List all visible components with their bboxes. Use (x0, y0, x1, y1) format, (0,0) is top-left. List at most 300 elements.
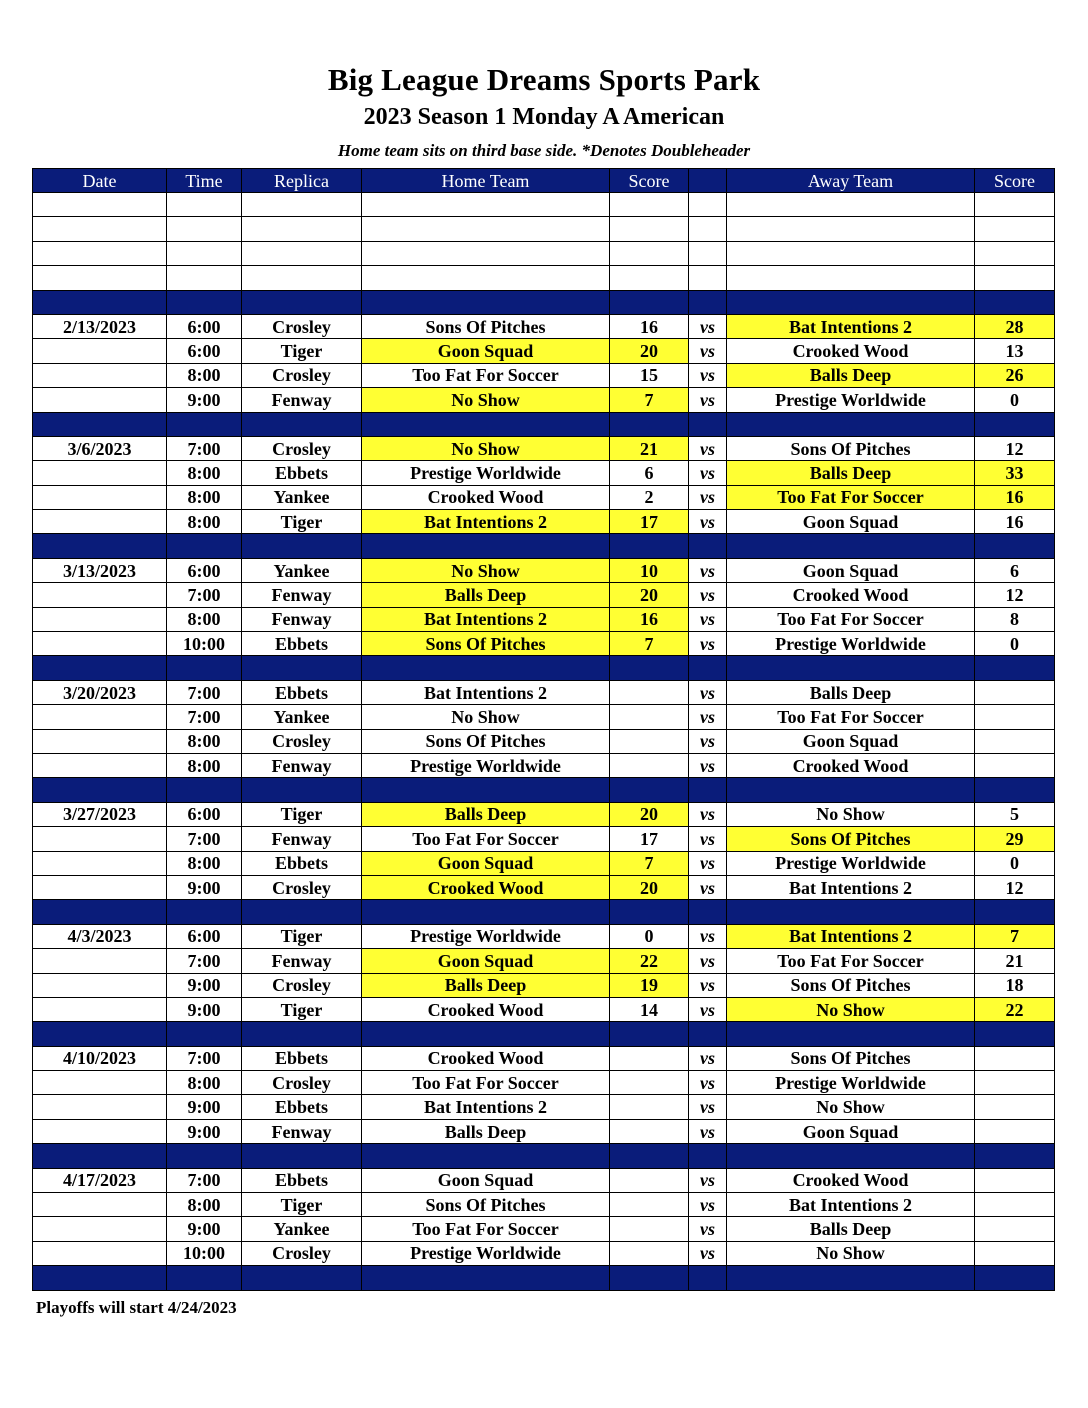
away-score-cell: 16 (975, 510, 1055, 534)
empty-cell (975, 217, 1055, 241)
away-team-cell: Prestige Worldwide (727, 1071, 975, 1095)
schedule-table (32, 168, 1055, 1291)
home-team-cell: Sons Of Pitches (362, 632, 610, 656)
time-cell: 8:00 (167, 363, 242, 387)
away-team-cell: Goon Squad (727, 1119, 975, 1143)
away-team-cell: Sons Of Pitches (727, 436, 975, 460)
home-score-cell: 10 (610, 558, 689, 582)
time-cell: 7:00 (167, 436, 242, 460)
empty-cell (975, 412, 1055, 436)
vs-cell: vs (689, 851, 727, 875)
vs-cell: vs (689, 436, 727, 460)
game-row (33, 510, 1055, 534)
empty-cell (167, 534, 242, 558)
empty-cell (33, 290, 167, 314)
empty-cell (689, 534, 727, 558)
time-cell: 7:00 (167, 705, 242, 729)
date-cell: 4/10/2023 (33, 1046, 167, 1070)
empty-cell (727, 266, 975, 290)
empty-cell (727, 412, 975, 436)
home-team-cell: Crooked Wood (362, 875, 610, 899)
away-score-cell: 0 (975, 632, 1055, 656)
empty-cell (610, 900, 689, 924)
date-cell (33, 583, 167, 607)
home-team-cell: Goon Squad (362, 851, 610, 875)
replica-cell: Yankee (242, 558, 362, 582)
home-score-cell: 16 (610, 607, 689, 631)
game-row (33, 851, 1055, 875)
empty-cell (167, 900, 242, 924)
empty-cell (610, 290, 689, 314)
vs-cell: vs (689, 924, 727, 948)
away-score-cell (975, 1217, 1055, 1241)
empty-cell (689, 778, 727, 802)
time-cell: 8:00 (167, 485, 242, 509)
empty-cell (689, 412, 727, 436)
home-team-cell: Prestige Worldwide (362, 924, 610, 948)
empty-cell (33, 241, 167, 265)
home-score-cell (610, 1046, 689, 1070)
time-cell: 8:00 (167, 461, 242, 485)
game-row (33, 485, 1055, 509)
home-team-cell: Balls Deep (362, 583, 610, 607)
home-team-cell: Too Fat For Soccer (362, 1071, 610, 1095)
empty-cell (242, 1022, 362, 1046)
date-cell (33, 1241, 167, 1265)
week-separator (33, 1266, 1055, 1290)
away-team-cell: Balls Deep (727, 680, 975, 704)
vs-cell: vs (689, 632, 727, 656)
vs-cell: vs (689, 339, 727, 363)
date-cell (33, 339, 167, 363)
empty-cell (975, 266, 1055, 290)
away-score-cell (975, 705, 1055, 729)
away-score-cell: 28 (975, 314, 1055, 338)
empty-cell (610, 778, 689, 802)
empty-cell (242, 900, 362, 924)
vs-cell: vs (689, 485, 727, 509)
date-cell (33, 1193, 167, 1217)
time-cell: 6:00 (167, 802, 242, 826)
away-team-cell: Crooked Wood (727, 753, 975, 777)
home-score-cell (610, 729, 689, 753)
empty-cell (727, 217, 975, 241)
vs-cell: vs (689, 973, 727, 997)
away-team-cell: Bat Intentions 2 (727, 314, 975, 338)
game-row (33, 1095, 1055, 1119)
game-row (33, 949, 1055, 973)
empty-cell (362, 217, 610, 241)
away-score-cell: 21 (975, 949, 1055, 973)
away-score-cell (975, 729, 1055, 753)
away-team-cell: Bat Intentions 2 (727, 875, 975, 899)
empty-cell (242, 266, 362, 290)
empty-cell (610, 266, 689, 290)
time-cell: 7:00 (167, 583, 242, 607)
home-score-cell (610, 753, 689, 777)
empty-cell (242, 656, 362, 680)
away-score-cell (975, 1095, 1055, 1119)
empty-cell (242, 1144, 362, 1168)
empty-cell (167, 290, 242, 314)
date-cell (33, 729, 167, 753)
game-row (33, 729, 1055, 753)
empty-cell (362, 1144, 610, 1168)
empty-cell (610, 1144, 689, 1168)
away-score-cell: 33 (975, 461, 1055, 485)
home-team-cell: Sons Of Pitches (362, 1193, 610, 1217)
game-row (33, 875, 1055, 899)
replica-cell: Fenway (242, 607, 362, 631)
home-team-cell: Balls Deep (362, 973, 610, 997)
home-team-cell: Crooked Wood (362, 485, 610, 509)
vs-cell: vs (689, 1241, 727, 1265)
date-cell (33, 510, 167, 534)
empty-cell (610, 1266, 689, 1290)
empty-cell (242, 412, 362, 436)
replica-cell: Ebbets (242, 851, 362, 875)
vs-cell: vs (689, 461, 727, 485)
away-team-cell: Balls Deep (727, 363, 975, 387)
replica-cell: Ebbets (242, 680, 362, 704)
home-team-cell: No Show (362, 388, 610, 412)
away-team-cell: Goon Squad (727, 558, 975, 582)
empty-cell (727, 241, 975, 265)
empty-cell (167, 241, 242, 265)
date-cell (33, 388, 167, 412)
home-score-cell: 22 (610, 949, 689, 973)
home-score-cell: 7 (610, 851, 689, 875)
date-cell (33, 973, 167, 997)
away-team-cell: Sons Of Pitches (727, 1046, 975, 1070)
game-row (33, 1119, 1055, 1143)
away-score-cell: 8 (975, 607, 1055, 631)
week-separator (33, 1144, 1055, 1168)
empty-cell (689, 656, 727, 680)
week-separator (33, 290, 1055, 314)
empty-cell (362, 778, 610, 802)
date-cell (33, 827, 167, 851)
date-cell (33, 607, 167, 631)
empty-cell (362, 900, 610, 924)
empty-cell (689, 217, 727, 241)
home-team-cell: Prestige Worldwide (362, 1241, 610, 1265)
home-team-cell: Bat Intentions 2 (362, 510, 610, 534)
replica-cell: Fenway (242, 1119, 362, 1143)
game-row (33, 1193, 1055, 1217)
replica-cell: Crosley (242, 436, 362, 460)
away-score-cell: 5 (975, 802, 1055, 826)
away-score-cell (975, 1241, 1055, 1265)
time-cell: 7:00 (167, 827, 242, 851)
game-row (33, 339, 1055, 363)
home-team-cell: No Show (362, 705, 610, 729)
time-cell: 10:00 (167, 632, 242, 656)
empty-cell (975, 1144, 1055, 1168)
vs-cell: vs (689, 1217, 727, 1241)
empty-cell (610, 1022, 689, 1046)
page-title: Big League Dreams Sports Park (327, 62, 761, 97)
away-score-cell (975, 680, 1055, 704)
replica-cell: Tiger (242, 997, 362, 1021)
replica-cell: Crosley (242, 973, 362, 997)
home-score-cell (610, 1119, 689, 1143)
empty-cell (33, 534, 167, 558)
empty-cell (362, 1266, 610, 1290)
time-cell: 8:00 (167, 1193, 242, 1217)
week-separator (33, 1022, 1055, 1046)
empty-cell (242, 241, 362, 265)
date-cell: 4/17/2023 (33, 1168, 167, 1192)
away-score-cell (975, 1193, 1055, 1217)
playoffs-note: Playoffs will start 4/24/2023 (36, 1298, 237, 1317)
away-score-cell (975, 753, 1055, 777)
away-team-cell: Crooked Wood (727, 583, 975, 607)
vs-cell: vs (689, 949, 727, 973)
replica-cell: Ebbets (242, 1046, 362, 1070)
empty-cell (33, 412, 167, 436)
empty-cell (33, 266, 167, 290)
header-row (33, 169, 1055, 193)
time-cell: 6:00 (167, 924, 242, 948)
home-team-cell: Bat Intentions 2 (362, 1095, 610, 1119)
replica-cell: Tiger (242, 339, 362, 363)
vs-cell: vs (689, 314, 727, 338)
empty-row (33, 241, 1055, 265)
home-score-cell: 20 (610, 583, 689, 607)
away-score-cell: 29 (975, 827, 1055, 851)
date-cell (33, 1095, 167, 1119)
replica-cell: Tiger (242, 1193, 362, 1217)
date-cell (33, 705, 167, 729)
time-cell: 6:00 (167, 339, 242, 363)
empty-cell (975, 193, 1055, 217)
replica-cell: Tiger (242, 510, 362, 534)
away-score-cell (975, 1046, 1055, 1070)
date-cell: 3/6/2023 (33, 436, 167, 460)
empty-cell (167, 217, 242, 241)
home-team-cell: Too Fat For Soccer (362, 1217, 610, 1241)
empty-cell (242, 290, 362, 314)
replica-cell: Crosley (242, 729, 362, 753)
replica-cell: Ebbets (242, 1095, 362, 1119)
replica-cell: Yankee (242, 1217, 362, 1241)
empty-row (33, 193, 1055, 217)
empty-cell (362, 412, 610, 436)
replica-cell: Fenway (242, 583, 362, 607)
empty-cell (610, 193, 689, 217)
game-row (33, 997, 1055, 1021)
empty-cell (689, 266, 727, 290)
empty-cell (167, 1022, 242, 1046)
away-team-cell: No Show (727, 1241, 975, 1265)
vs-cell: vs (689, 680, 727, 704)
home-score-cell (610, 1071, 689, 1095)
empty-cell (610, 412, 689, 436)
empty-cell (362, 534, 610, 558)
time-cell: 7:00 (167, 680, 242, 704)
vs-cell: vs (689, 1168, 727, 1192)
col-header-away-score: Score (975, 169, 1055, 193)
away-team-cell: No Show (727, 1095, 975, 1119)
empty-cell (362, 656, 610, 680)
replica-cell: Tiger (242, 924, 362, 948)
game-row (33, 1241, 1055, 1265)
away-score-cell (975, 1119, 1055, 1143)
home-team-cell: Too Fat For Soccer (362, 363, 610, 387)
empty-cell (689, 1022, 727, 1046)
empty-cell (33, 193, 167, 217)
home-score-cell: 15 (610, 363, 689, 387)
away-team-cell: Sons Of Pitches (727, 973, 975, 997)
date-cell (33, 997, 167, 1021)
home-score-cell: 7 (610, 388, 689, 412)
vs-cell: vs (689, 997, 727, 1021)
home-team-cell: Too Fat For Soccer (362, 827, 610, 851)
game-row (33, 827, 1055, 851)
empty-cell (167, 1144, 242, 1168)
empty-cell (167, 778, 242, 802)
away-score-cell (975, 1071, 1055, 1095)
empty-cell (242, 193, 362, 217)
date-cell (33, 1071, 167, 1095)
home-team-cell: No Show (362, 558, 610, 582)
replica-cell: Fenway (242, 827, 362, 851)
col-header-home-team: Home Team (362, 169, 610, 193)
time-cell: 8:00 (167, 753, 242, 777)
vs-cell: vs (689, 558, 727, 582)
home-score-cell: 20 (610, 875, 689, 899)
replica-cell: Ebbets (242, 461, 362, 485)
empty-cell (167, 412, 242, 436)
home-team-cell: No Show (362, 436, 610, 460)
empty-cell (975, 900, 1055, 924)
empty-cell (362, 266, 610, 290)
empty-cell (242, 778, 362, 802)
empty-cell (975, 656, 1055, 680)
empty-cell (689, 1266, 727, 1290)
game-row (33, 680, 1055, 704)
away-team-cell: No Show (727, 997, 975, 1021)
replica-cell: Crosley (242, 314, 362, 338)
replica-cell: Crosley (242, 363, 362, 387)
away-team-cell: Prestige Worldwide (727, 851, 975, 875)
empty-cell (975, 534, 1055, 558)
game-row (33, 314, 1055, 338)
empty-cell (975, 241, 1055, 265)
empty-cell (167, 656, 242, 680)
vs-cell: vs (689, 607, 727, 631)
away-team-cell: Goon Squad (727, 729, 975, 753)
away-team-cell: Too Fat For Soccer (727, 485, 975, 509)
date-cell: 2/13/2023 (33, 314, 167, 338)
date-cell (33, 1119, 167, 1143)
col-header-time: Time (167, 169, 242, 193)
home-team-cell: Sons Of Pitches (362, 314, 610, 338)
home-score-cell: 20 (610, 802, 689, 826)
empty-cell (975, 290, 1055, 314)
game-row (33, 802, 1055, 826)
empty-cell (242, 1266, 362, 1290)
away-score-cell: 7 (975, 924, 1055, 948)
home-score-cell (610, 1095, 689, 1119)
replica-cell: Fenway (242, 949, 362, 973)
game-row (33, 924, 1055, 948)
empty-cell (610, 241, 689, 265)
empty-cell (362, 1022, 610, 1046)
away-team-cell: Sons Of Pitches (727, 827, 975, 851)
home-team-cell: Goon Squad (362, 949, 610, 973)
col-header-away-team: Away Team (727, 169, 975, 193)
empty-cell (727, 778, 975, 802)
away-team-cell: Crooked Wood (727, 339, 975, 363)
vs-cell: vs (689, 729, 727, 753)
away-score-cell (975, 1168, 1055, 1192)
away-score-cell: 0 (975, 851, 1055, 875)
replica-cell: Tiger (242, 802, 362, 826)
col-header-date: Date (33, 169, 167, 193)
empty-cell (33, 900, 167, 924)
vs-cell: vs (689, 1095, 727, 1119)
replica-cell: Crosley (242, 875, 362, 899)
week-separator (33, 778, 1055, 802)
date-cell: 3/13/2023 (33, 558, 167, 582)
away-score-cell: 12 (975, 436, 1055, 460)
empty-cell (727, 900, 975, 924)
replica-cell: Ebbets (242, 632, 362, 656)
away-score-cell: 26 (975, 363, 1055, 387)
away-team-cell: Too Fat For Soccer (727, 607, 975, 631)
empty-cell (362, 241, 610, 265)
vs-cell: vs (689, 510, 727, 534)
home-team-cell: Goon Squad (362, 339, 610, 363)
replica-cell: Yankee (242, 705, 362, 729)
replica-cell: Ebbets (242, 1168, 362, 1192)
away-team-cell: Crooked Wood (727, 1168, 975, 1192)
date-cell: 3/20/2023 (33, 680, 167, 704)
time-cell: 10:00 (167, 1241, 242, 1265)
time-cell: 9:00 (167, 973, 242, 997)
week-separator (33, 412, 1055, 436)
col-header-home-score: Score (610, 169, 689, 193)
home-score-cell (610, 1217, 689, 1241)
empty-cell (33, 1266, 167, 1290)
empty-cell (610, 656, 689, 680)
game-row (33, 973, 1055, 997)
time-cell: 9:00 (167, 1217, 242, 1241)
away-score-cell: 12 (975, 583, 1055, 607)
empty-cell (727, 193, 975, 217)
home-score-cell (610, 705, 689, 729)
time-cell: 8:00 (167, 510, 242, 534)
empty-cell (33, 217, 167, 241)
away-score-cell: 6 (975, 558, 1055, 582)
home-team-cell: Bat Intentions 2 (362, 680, 610, 704)
away-team-cell: Bat Intentions 2 (727, 924, 975, 948)
away-team-cell: Too Fat For Soccer (727, 705, 975, 729)
game-row (33, 1046, 1055, 1070)
away-team-cell: Goon Squad (727, 510, 975, 534)
home-score-cell: 2 (610, 485, 689, 509)
date-cell (33, 461, 167, 485)
away-team-cell: Balls Deep (727, 461, 975, 485)
empty-cell (727, 290, 975, 314)
replica-cell: Fenway (242, 388, 362, 412)
home-team-cell: Prestige Worldwide (362, 461, 610, 485)
vs-cell: vs (689, 1119, 727, 1143)
game-row (33, 558, 1055, 582)
empty-cell (727, 656, 975, 680)
